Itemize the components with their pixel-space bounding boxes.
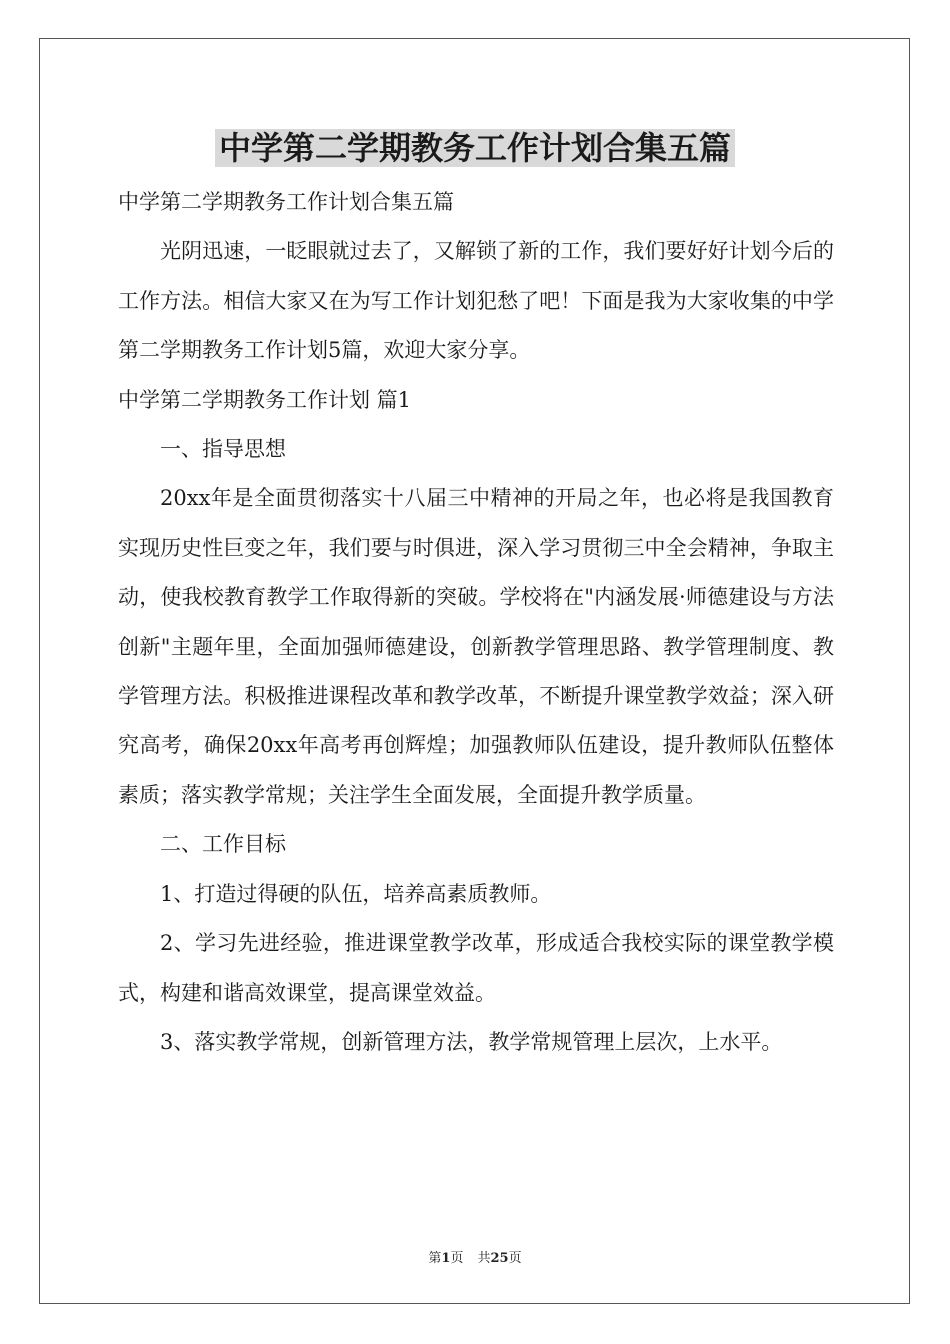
body-subtitle: 中学第二学期教务工作计划合集五篇 (118, 190, 454, 214)
goal-item-1: 1、打造过得硬的队伍，培养高素质教师。 (160, 881, 552, 906)
page-footer (0, 1247, 950, 1266)
goal-item-3: 3、落实教学常规，创新管理方法，教学常规管理上层次，上水平。 (160, 1029, 783, 1054)
footer-page-number: 1 (441, 1251, 451, 1266)
intro-paragraph: 光阴迅速，一眨眼就过去了，又解锁了新的工作，我们要好好计划今后的工作方法。相信大家又在为写工作计划犯愁了吧！下面是我为大家收集的中学第二学期教务工作计划5篇，欢迎大家分享。 (118, 239, 834, 363)
goal-item-2: 2、学习先进经验，推进课堂教学改革，形成适合我校实际的课堂教学模式，构建和谐高效课堂，提高课堂效益。 (118, 931, 834, 1005)
document-title (0, 126, 950, 170)
paragraph-guiding-ideology: 20xx年是全面贯彻落实十八届三中精神的开局之年，也必将是我国教育实现历史性巨变之年，我们要与时俱进，深入学习贯彻三中全会精神，争取主动，使我校教育教学工作取得新的突破。学校将在"内涵发展·师德建设与方法创新"主题年里，全面加强师德建设，创新教学管理思路、教学管理制度、教学管理方法。积极推进课程改革和教学改革，不断提升课堂教学效益；深入研究高考，确保20xx年高考再创辉煌；加强教师队伍建设，提升教师队伍整体素质；落实教学常规；关注学生全面发展，全面提升教学质量。 (118, 486, 834, 807)
heading-guiding-ideology: 一、指导思想 (160, 437, 286, 462)
footer-total-suffix: 页 (508, 1251, 522, 1266)
document-title-text: 中学第二学期教务工作计划合集五篇 (215, 129, 735, 167)
footer-total-pages: 25 (490, 1251, 509, 1266)
heading-work-goals: 二、工作目标 (160, 832, 286, 857)
footer-page-suffix: 页 (450, 1251, 464, 1266)
footer-total-prefix: 共 (477, 1251, 491, 1266)
document-body (118, 178, 834, 1067)
section-heading-plan-1: 中学第二学期教务工作计划 篇1 (118, 387, 412, 412)
footer-page-prefix: 第 (428, 1251, 442, 1266)
